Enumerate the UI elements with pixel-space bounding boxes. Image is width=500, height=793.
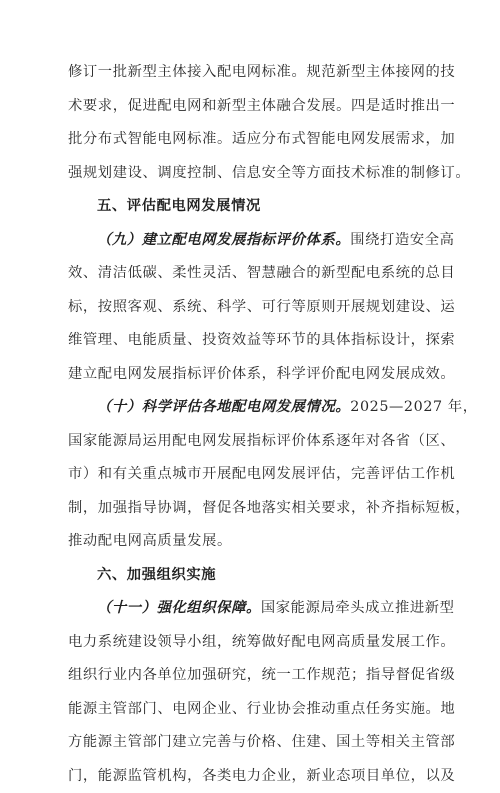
body-line: 效、清洁低碳、柔性灵活、智慧融合的新型配电系统的总目 [68,257,436,291]
paragraph-10-first-tail: 2025—2027 年， [350,399,477,415]
body-line: 维管理、电能质量、投资效益等环节的具体指标设计，探索 [68,324,436,358]
body-line: 组织行业内各单位加强研究，统一工作规范；指导督促省级 [68,659,436,693]
paragraph-9-first-line [68,224,436,258]
body-line: 制，加强指导协调，督促各地落实相关要求，补齐指标短板， [68,492,436,526]
body-line: 国家能源局运用配电网发展指标评价体系逐年对各省（区、 [68,425,436,459]
paragraph-11-lead: （十一）强化组织保障。 [97,600,261,616]
paragraph-10-first-line [68,391,436,425]
paragraph-11-first-line [68,592,436,626]
paragraph-9-lead: （九）建立配电网发展指标评价体系。 [97,232,350,248]
body-line: 标，按照客观、系统、科学、可行等原则开展规划建设、运 [68,291,436,325]
paragraph-11-first-tail: 国家能源局牵头成立推进新型 [261,600,455,616]
paragraph-9-first-tail: 围绕打造安全高 [350,232,454,248]
body-line: 电力系统建设领导小组，统筹做好配电网高质量发展工作。 [68,626,436,660]
body-line: 能源主管部门、电网企业、行业协会推动重点任务实施。地 [68,693,436,727]
body-line: 市）和有关重点城市开展配电网发展评估，完善评估工作机 [68,458,436,492]
body-line: 术要求，促进配电网和新型主体融合发展。四是适时推出一 [68,90,436,124]
body-line: 建立配电网发展指标评价体系，科学评价配电网发展成效。 [68,358,436,392]
body-line: 门，能源监管机构，各类电力企业，新业态项目单位，以及 [68,760,436,793]
section-heading-5: 五、评估配电网发展情况 [68,190,436,224]
body-line: 推动配电网高质量发展。 [68,525,436,559]
section-heading-6: 六、加强组织实施 [68,559,436,593]
body-line: 方能源主管部门建立完善与价格、住建、国土等相关主管部 [68,726,436,760]
document-page [68,56,436,793]
paragraph-10-lead: （十）科学评估各地配电网发展情况。 [97,399,350,415]
body-line: 批分布式智能电网标准。适应分布式智能电网发展需求，加 [68,123,436,157]
body-line: 强规划建设、调度控制、信息安全等方面技术标准的制修订。 [68,157,436,191]
body-line: 修订一批新型主体接入配电网标准。规范新型主体接网的技 [68,56,436,90]
